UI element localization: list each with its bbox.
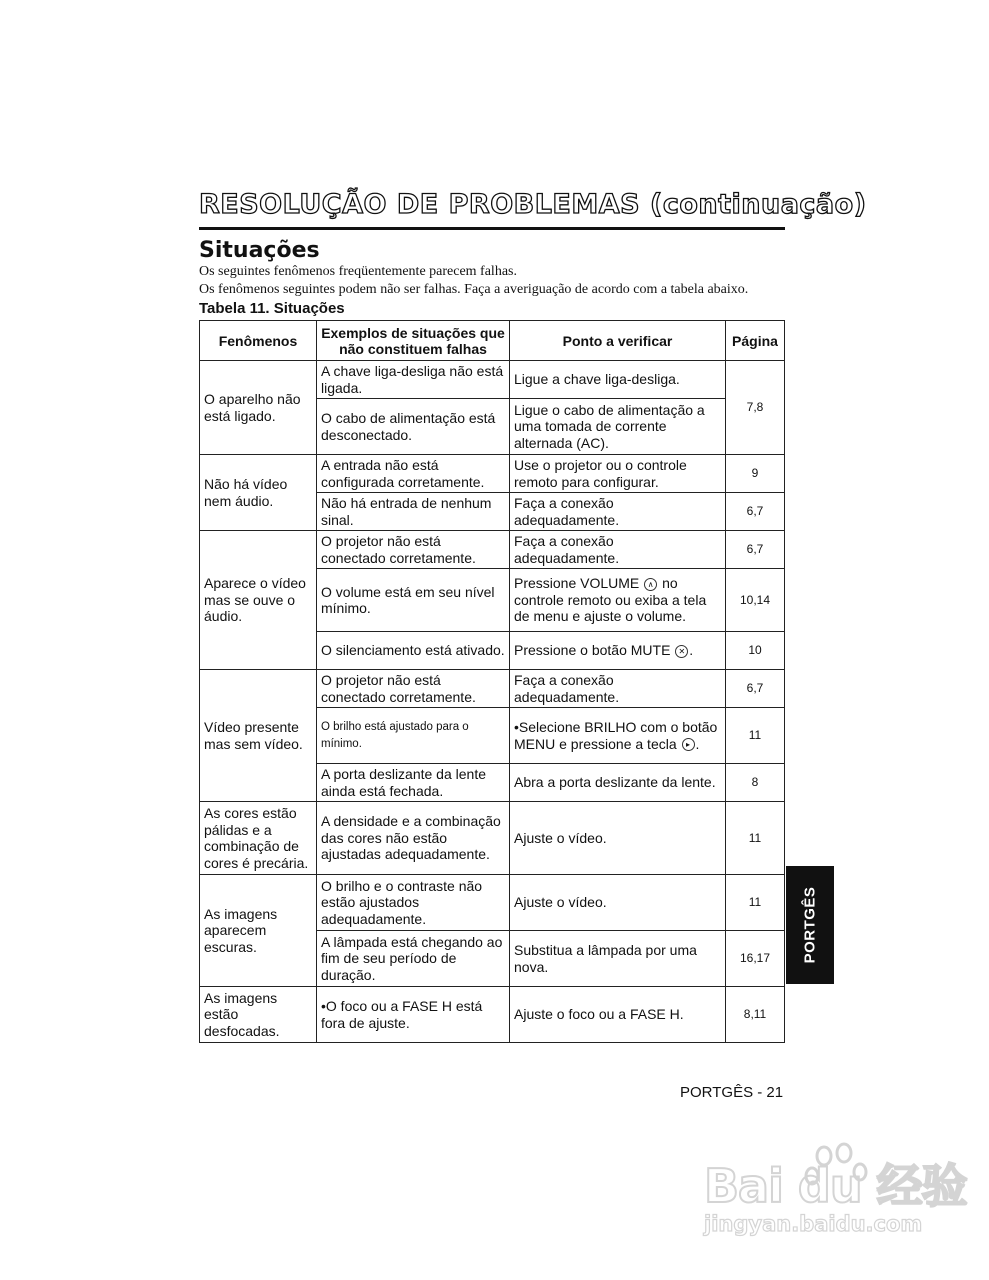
page-cell: 8,11 bbox=[726, 987, 785, 1043]
situations-table bbox=[199, 320, 785, 1043]
example-cell: •O foco ou a FASE H está fora de ajuste. bbox=[317, 987, 510, 1043]
check-cell: Ligue o cabo de alimentação a uma tomada de corrente alternada (AC). bbox=[510, 399, 726, 455]
language-tab-label: PORTGÊS bbox=[801, 886, 819, 964]
page-cell: 6,7 bbox=[726, 670, 785, 708]
table-row bbox=[200, 987, 785, 1043]
language-side-tab bbox=[786, 866, 834, 984]
check-cell: Ajuste o vídeo. bbox=[510, 875, 726, 931]
example-cell: O brilho está ajustado para o mínimo. bbox=[317, 708, 510, 764]
example-cell: O cabo de alimentação está desconectado. bbox=[317, 399, 510, 455]
check-text: no controle remoto ou exiba a tela de menu e ajuste o volume. bbox=[514, 575, 707, 625]
page-cell: 11 bbox=[726, 708, 785, 764]
intro-line-2: Os fenômenos seguintes podem não ser falhas. Faça a averiguação de acordo com a tabela abaixo. bbox=[199, 282, 749, 297]
volume-up-key-icon: ∧ bbox=[644, 578, 657, 591]
phenomenon-cell: Não há vídeo nem áudio. bbox=[200, 455, 317, 531]
table-row bbox=[200, 361, 785, 399]
watermark-logo: Bai du 经验 bbox=[704, 1159, 967, 1213]
page-cell: 11 bbox=[726, 875, 785, 931]
check-cell: Substitua a lâmpada por uma nova. bbox=[510, 931, 726, 987]
table-row bbox=[200, 455, 785, 493]
example-cell: O projetor não está conectado corretamente. bbox=[317, 531, 510, 569]
check-cell: Use o projetor ou o controle remoto para configurar. bbox=[510, 455, 726, 493]
phenomenon-cell: Vídeo presente mas sem vídeo. bbox=[200, 670, 317, 802]
page-cell: 10 bbox=[726, 632, 785, 670]
watermark-url: jingyan.baidu.com bbox=[704, 1212, 923, 1236]
phenomenon-cell: O aparelho não está ligado. bbox=[200, 361, 317, 455]
check-cell: Faça a conexão adequadamente. bbox=[510, 531, 726, 569]
check-text: •Selecione BRILHO com o botão MENU e pressione a tecla bbox=[514, 719, 718, 752]
phenomenon-cell: Aparece o vídeo mas se ouve o áudio. bbox=[200, 531, 317, 670]
check-cell: Faça a conexão adequadamente. bbox=[510, 670, 726, 708]
page-cell: 16,17 bbox=[726, 931, 785, 987]
example-cell: A chave liga-desliga não está ligada. bbox=[317, 361, 510, 399]
watermark bbox=[700, 1130, 967, 1250]
section-title: Situações bbox=[199, 238, 320, 263]
table-caption: Tabela 11. Situações bbox=[199, 300, 345, 317]
header-phenomena: Fenômenos bbox=[200, 321, 317, 361]
page-title: RESOLUÇÃO DE PROBLEMAS (continuação) bbox=[199, 189, 867, 220]
example-cell: A porta deslizante da lente ainda está fechada. bbox=[317, 764, 510, 802]
title-rule bbox=[199, 227, 785, 230]
check-text: Pressione VOLUME bbox=[514, 575, 640, 592]
check-cell: Ligue a chave liga-desliga. bbox=[510, 361, 726, 399]
example-cell: A densidade e a combinação das cores não estão ajustadas adequadamente. bbox=[317, 802, 510, 875]
header-examples: Exemplos de situações que não constituem falhas bbox=[317, 321, 510, 361]
check-text: . bbox=[689, 642, 694, 659]
page-cell: 11 bbox=[726, 802, 785, 875]
example-cell: O volume está em seu nível mínimo. bbox=[317, 569, 510, 632]
table-row bbox=[200, 531, 785, 569]
page-cell: 6,7 bbox=[726, 493, 785, 531]
header-check: Ponto a verificar bbox=[510, 321, 726, 361]
example-cell: A entrada não está configurada corretamente. bbox=[317, 455, 510, 493]
example-cell: O silenciamento está ativado. bbox=[317, 632, 510, 670]
check-cell bbox=[510, 569, 726, 632]
paw-icon bbox=[804, 1142, 874, 1212]
phenomenon-cell: As imagens estão desfocadas. bbox=[200, 987, 317, 1043]
intro-line-1: Os seguintes fenômenos freqüentemente parecem falhas. bbox=[199, 264, 517, 279]
page-cell: 7,8 bbox=[726, 361, 785, 455]
check-cell: Abra a porta deslizante da lente. bbox=[510, 764, 726, 802]
mute-key-icon: ✕ bbox=[675, 645, 688, 658]
example-cell: Não há entrada de nenhum sinal. bbox=[317, 493, 510, 531]
table-row bbox=[200, 802, 785, 875]
page-cell: 9 bbox=[726, 455, 785, 493]
check-cell: Faça a conexão adequadamente. bbox=[510, 493, 726, 531]
page-cell: 6,7 bbox=[726, 531, 785, 569]
check-text: Pressione o botão MUTE bbox=[514, 642, 671, 659]
page-cell: 10,14 bbox=[726, 569, 785, 632]
check-cell bbox=[510, 708, 726, 764]
check-cell: Ajuste o vídeo. bbox=[510, 802, 726, 875]
check-cell bbox=[510, 632, 726, 670]
table-row bbox=[200, 875, 785, 931]
table-header-row bbox=[200, 321, 785, 361]
page-cell: 8 bbox=[726, 764, 785, 802]
check-cell: Ajuste o foco ou a FASE H. bbox=[510, 987, 726, 1043]
example-cell: O projetor não está conectado corretamente. bbox=[317, 670, 510, 708]
example-cell: A lâmpada está chegando ao fim de seu período de duração. bbox=[317, 931, 510, 987]
header-page: Página bbox=[726, 321, 785, 361]
phenomenon-cell: As imagens aparecem escuras. bbox=[200, 875, 317, 987]
page-footer: PORTGÊS - 21 bbox=[680, 1084, 784, 1101]
check-text: . bbox=[695, 735, 700, 752]
phenomenon-cell: As cores estão pálidas e a combinação de cores é precária. bbox=[200, 802, 317, 875]
table-row bbox=[200, 670, 785, 708]
right-arrow-key-icon: ▸ bbox=[682, 738, 695, 751]
example-cell: O brilho e o contraste não estão ajustados adequadamente. bbox=[317, 875, 510, 931]
